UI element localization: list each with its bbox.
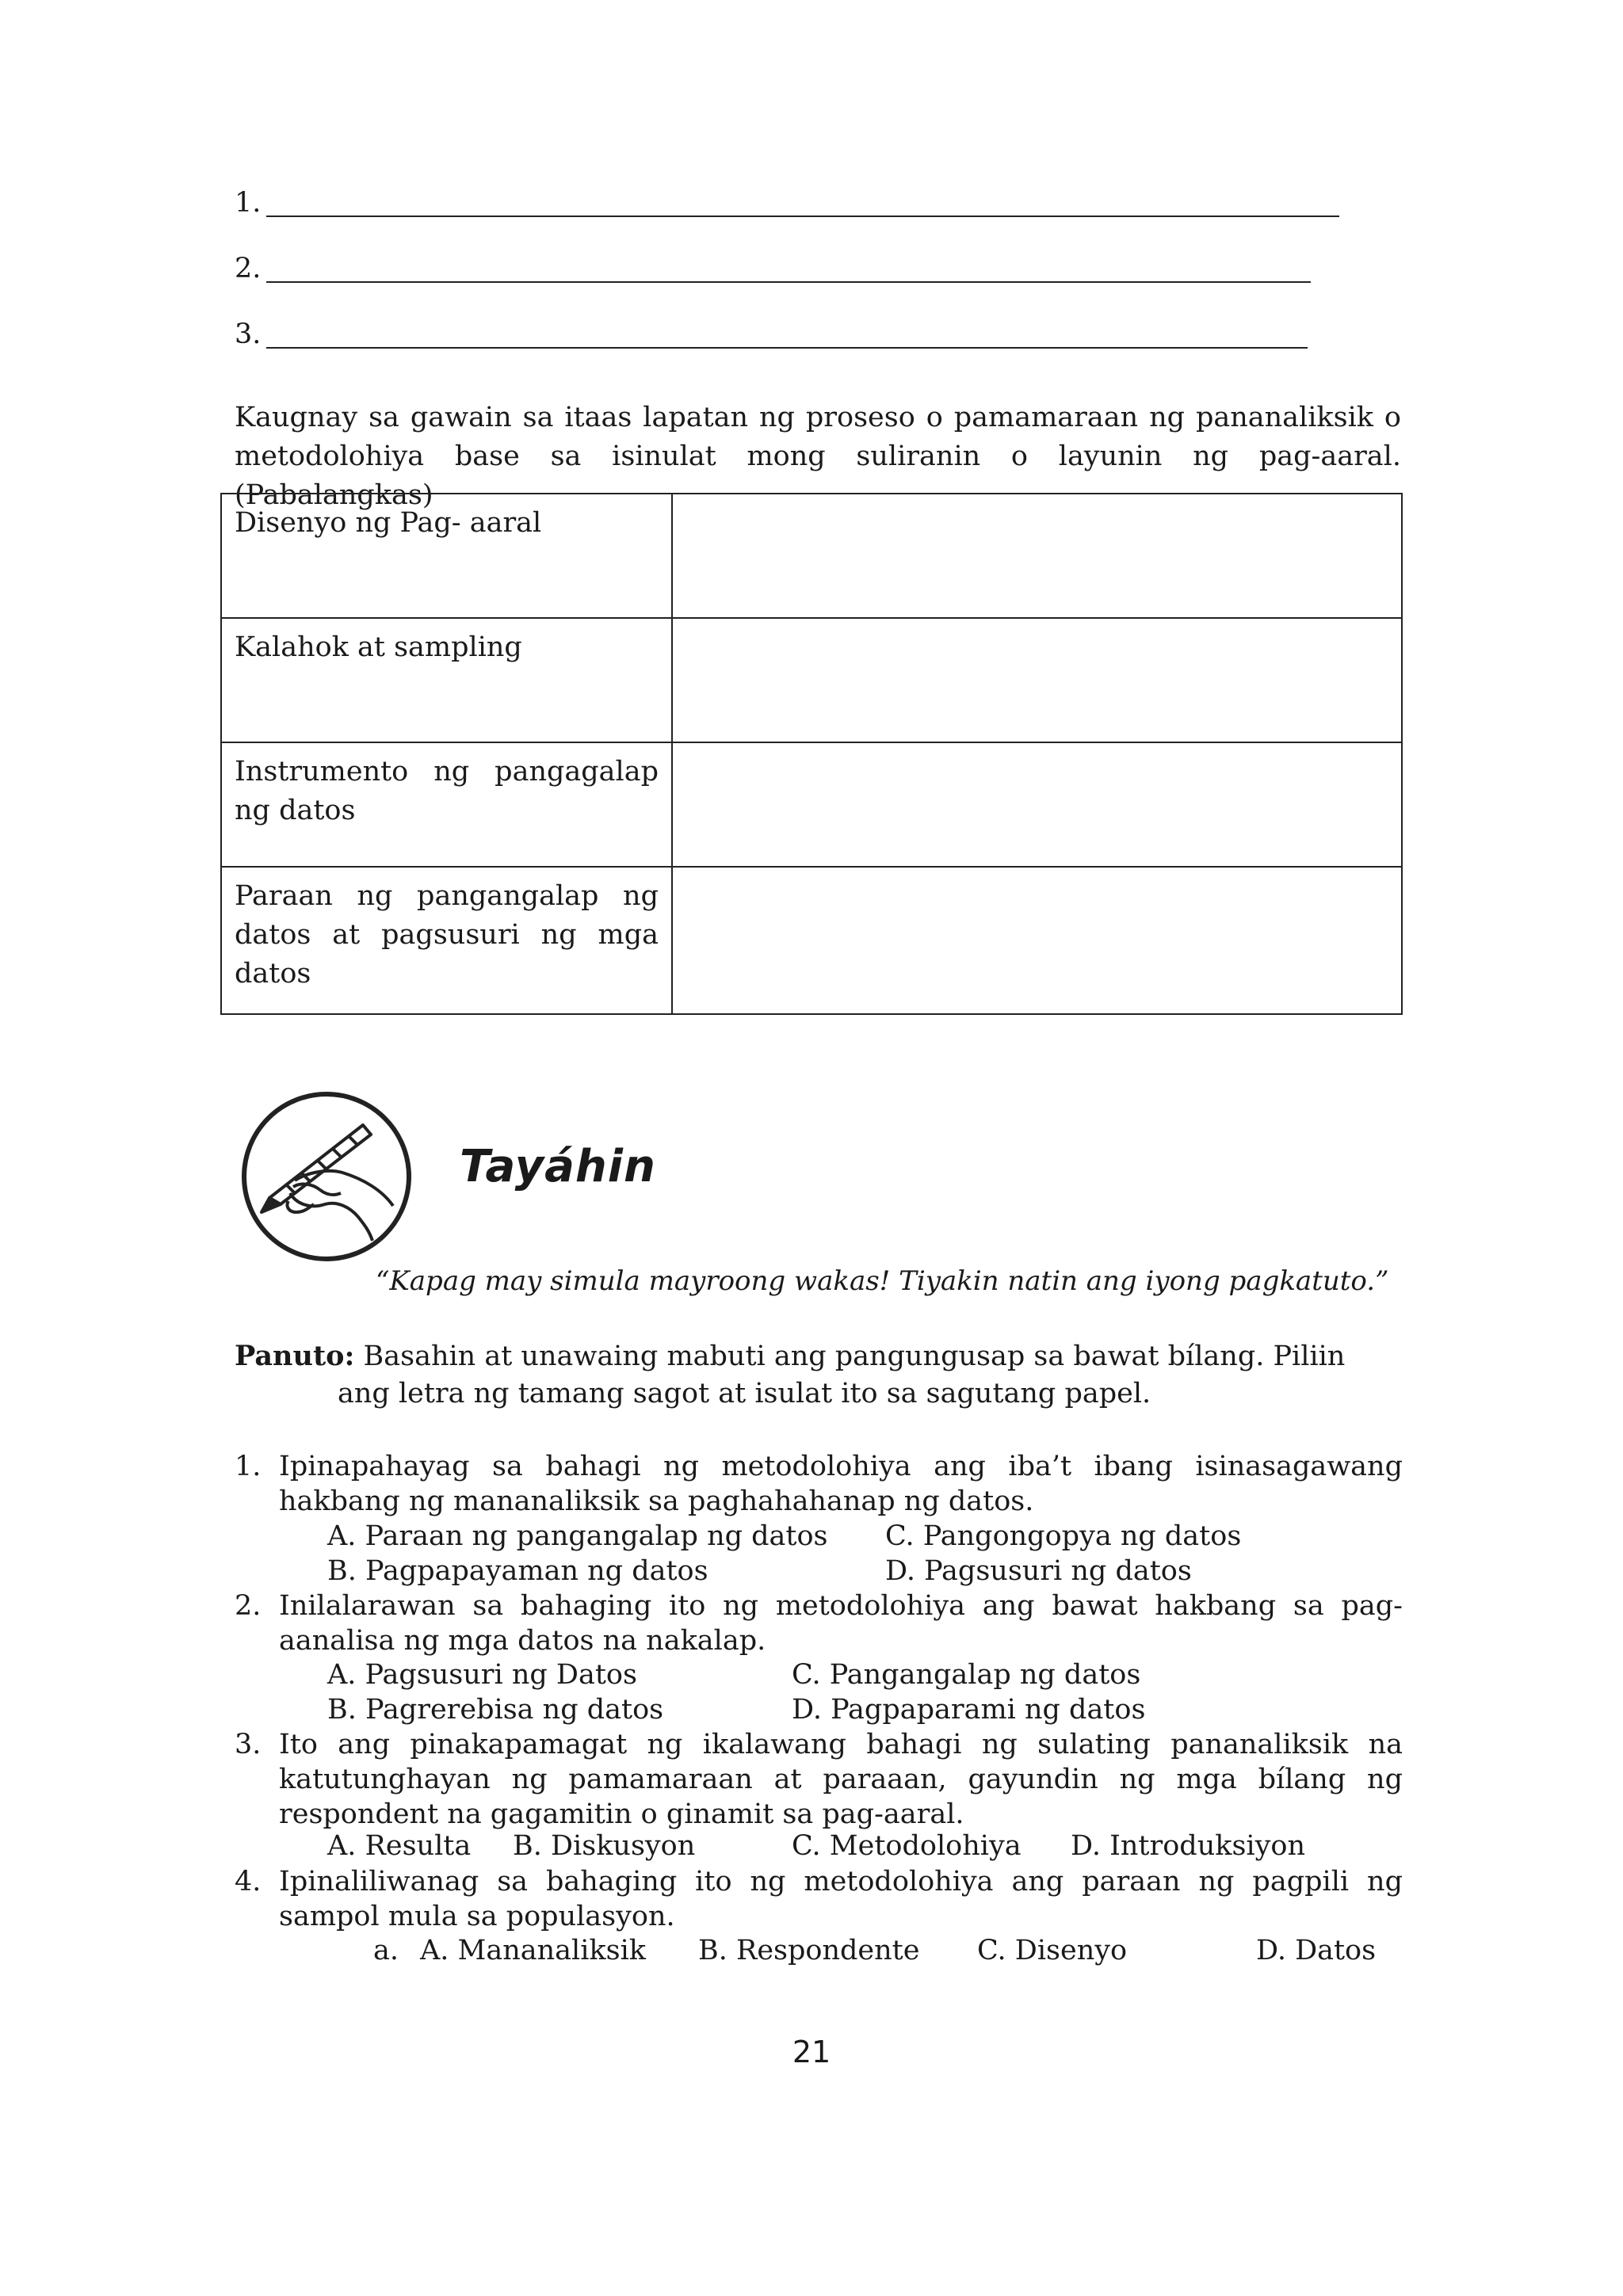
option-c[interactable]: C. Metodolohiya: [792, 1830, 1022, 1862]
answer-cell[interactable]: [672, 742, 1402, 867]
section-quote: “Kapag may simula mayroong wakas! Tiyakin natin ang iyong pagkatuto.”: [376, 1265, 1389, 1297]
question-2: [235, 1589, 1403, 1658]
option-d[interactable]: D. Introduksiyon: [1071, 1830, 1305, 1862]
page-number: 21: [792, 2035, 831, 2069]
row-label: Disenyo ng Pag- aaral: [221, 494, 672, 618]
option-c[interactable]: C. Pangongopya ng datos: [885, 1520, 1242, 1552]
option-b[interactable]: B. Pagrerebisa ng datos: [327, 1694, 664, 1726]
answer-line-number: 3.: [235, 318, 262, 350]
question-number: 3.: [235, 1729, 262, 1760]
question-1: [235, 1449, 1403, 1519]
option-marker: a.: [373, 1935, 399, 1966]
option-b[interactable]: B. Diskusyon: [513, 1830, 696, 1862]
answer-cell[interactable]: [672, 618, 1402, 742]
answer-cell[interactable]: [672, 494, 1402, 618]
directions: [235, 1337, 1407, 1413]
question-text: Ito ang pinakapamagat ng ikalawang bahagi ng sulating pananaliksik na katutunghayan ng pamamaraan at paraaan, gayundin ng mga bílang ng respondent na gagamitin o ginamit sa pag-aaral.: [279, 1729, 1403, 1830]
option-a[interactable]: A. Paraan ng pangangalap ng datos: [327, 1520, 828, 1552]
question-text: Ipinapahayag sa bahagi ng metodolohiya ang iba’t ibang isinasagawang hakbang ng mananaliksik sa paghahahanap ng datos.: [279, 1451, 1403, 1517]
hand-writing-pencil-icon: [238, 1085, 420, 1268]
option-a[interactable]: A. Resulta: [327, 1830, 472, 1862]
answer-line-number: 2.: [235, 253, 262, 284]
question-4: [235, 1864, 1403, 1934]
question-number: 4.: [235, 1866, 262, 1897]
table-row: [221, 618, 1402, 742]
question-text: Ipinaliliwanag sa bahaging ito ng metodolohiya ang paraan ng pagpili ng sampol mula sa populasyon.: [279, 1866, 1403, 1932]
question-number: 1.: [235, 1451, 262, 1482]
option-c[interactable]: C. Pangangalap ng datos: [792, 1659, 1141, 1691]
intro-paragraph: Kaugnay sa gawain sa itaas lapatan ng proseso o pamamaraan ng pananaliksik o metodolohiya base sa isinulat mong suliranin o layunin ng pag-aaral.(Pabalangkas): [235, 402, 1401, 511]
answer-cell[interactable]: [672, 867, 1402, 1014]
option-d[interactable]: D. Datos: [1256, 1935, 1377, 1966]
answer-rule: [266, 281, 1311, 283]
directions-text-2: ang letra ng tamang sagot at isulat ito sa sagutang papel.: [338, 1378, 1151, 1409]
directions-line-1: [235, 1337, 1407, 1375]
row-label: Kalahok at sampling: [221, 618, 672, 742]
option-a[interactable]: A. Mananaliksik: [420, 1935, 647, 1966]
section-title: Tayáhin: [460, 1141, 656, 1192]
answer-rule: [266, 347, 1308, 349]
option-c[interactable]: C. Disenyo: [977, 1935, 1128, 1966]
methodology-table: [220, 493, 1403, 1015]
option-d[interactable]: D. Pagsusuri ng datos: [885, 1555, 1192, 1587]
option-d[interactable]: D. Pagpaparami ng datos: [792, 1694, 1146, 1726]
question-number: 2.: [235, 1590, 262, 1622]
directions-label: Panuto:: [235, 1340, 355, 1372]
table-row: [221, 742, 1402, 867]
row-label: Paraan ng pangangalap ng datos at pagsusuri ng mga datos: [221, 867, 672, 1014]
table-row: [221, 494, 1402, 618]
answer-rule: [266, 215, 1339, 217]
question-3: [235, 1727, 1403, 1832]
table-row: [221, 867, 1402, 1014]
option-a[interactable]: A. Pagsusuri ng Datos: [327, 1659, 637, 1691]
directions-text-1: Basahin at unawaing mabuti ang pangungusap sa bawat bílang. Piliin: [363, 1341, 1346, 1372]
option-b[interactable]: B. Respondente: [698, 1935, 920, 1966]
option-b[interactable]: B. Pagpapayaman ng datos: [327, 1555, 708, 1587]
question-text: Inilalarawan sa bahaging ito ng metodolohiya ang bawat hakbang sa pag-aanalisa ng mga datos na nakalap.: [279, 1590, 1403, 1657]
row-label: Instrumento ng pangagalap ng datos: [221, 742, 672, 867]
answer-line-number: 1.: [235, 187, 262, 219]
